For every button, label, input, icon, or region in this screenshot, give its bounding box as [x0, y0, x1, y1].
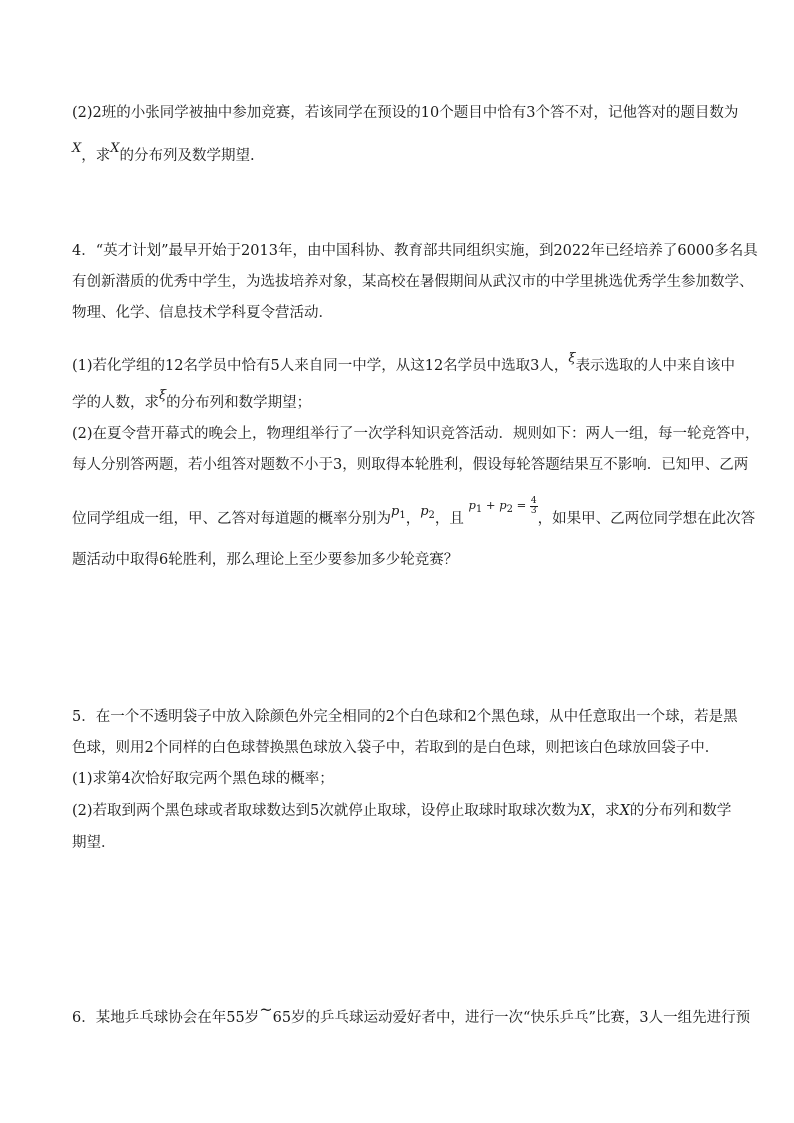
text: ，求	[81, 148, 111, 164]
text: 表示选取的人中来自该中	[575, 358, 736, 374]
q4-stem-line2: 有创新潜质的优秀中学生，为选拔培养对象，某高校在暑假期间从武汉市的中学里挑选优秀学生参加数学、	[72, 274, 754, 290]
equation-p1-plus-p2: p1 + p2 = 4 3	[468, 495, 537, 516]
text: (2)若取到两个黑色球或者取球数达到5次就停止取球，设停止取球时取球次数为	[72, 803, 581, 819]
text: ，如果甲、乙两位同学想在此次答	[537, 511, 756, 527]
text: 65岁的乒乓球运动爱好者中，进行一次“快乐乒乓”比赛，3人一组先进行预	[272, 1010, 751, 1026]
tilde-symbol: ~	[259, 1000, 273, 1019]
q4-stem-line1: 4．“英才计划”最早开始于2013年，由中国科协、教育部共同组织实施，到2022年已经培养了6000多名具	[72, 243, 758, 259]
fraction-four-thirds: $\frac{4}{3}$	[530, 495, 537, 516]
text: 的分布列和数学	[629, 803, 732, 819]
var-x: X	[619, 803, 630, 819]
var-x: X	[110, 141, 120, 156]
var-xi: ξ	[159, 388, 167, 403]
q5-part1: (1)求第4次恰好取完两个黑色球的概率；	[72, 771, 334, 787]
text: (1)若化学组的12名学员中恰有5人来自同一中学，从这12名学员中选取3人，	[72, 358, 569, 374]
text: ，	[405, 511, 421, 527]
q5-part2-line2: 期望．	[72, 835, 116, 851]
q5-stem-line1: 5．在一个不透明袋子中放入除颜色外完全相同的2个白色球和2个黑色球，从中任意取出一个球，若是黑	[72, 709, 738, 725]
text: 6．某地乒乓球协会在年55岁	[72, 1010, 260, 1026]
text: 的分布列和数学期望；	[166, 395, 312, 411]
q3-part2-line1: (2)2班的小张同学被抽中参加竞赛，若该同学在预设的10个题目中恰有3个答不对，记他答对的题目数为	[72, 105, 739, 121]
q4-part2-line1: (2)在夏令营开幕式的晚会上，物理组举行了一次学科知识竞答活动．规则如下：两人一组，每一轮竞答中，	[72, 426, 760, 442]
q5-part2-line1	[72, 801, 731, 821]
q5-stem-line2: 色球，则用2个同样的白色球替换黑色球放入袋子中，若取到的是白色球，则把该白色球放回袋子中．	[72, 740, 720, 756]
text: 学的人数，求	[72, 395, 159, 411]
q4-stem-line3: 物理、化学、信息技术学科夏令营活动．	[72, 305, 333, 321]
q4-part2-line4: 题活动中取得6轮胜利，那么理论上至少要参加多少轮竞赛？	[72, 552, 459, 568]
q3-part2-line2	[72, 141, 255, 167]
var-p2: $p_2$	[420, 504, 435, 521]
q4-part2-line2: 每人分别答两题，若小组答对题数不小于3，则取得本轮胜利，假设每轮答题结果互不影响．已知甲、乙两	[72, 457, 749, 473]
q6-stem-line1	[72, 1000, 751, 1028]
var-x: X	[580, 803, 591, 819]
q4-part1-line1	[72, 351, 736, 377]
q4-part1-line2	[72, 388, 312, 414]
text: 的分布列及数学期望.	[119, 148, 255, 164]
text: ，且	[434, 511, 464, 527]
var-x: X	[72, 141, 82, 156]
text: 位同学组成一组，甲、乙答对每道题的概率分别为	[72, 511, 391, 527]
text: ，求	[590, 803, 620, 819]
var-xi: ξ	[568, 351, 576, 366]
var-p1: $p_1$	[391, 504, 406, 521]
